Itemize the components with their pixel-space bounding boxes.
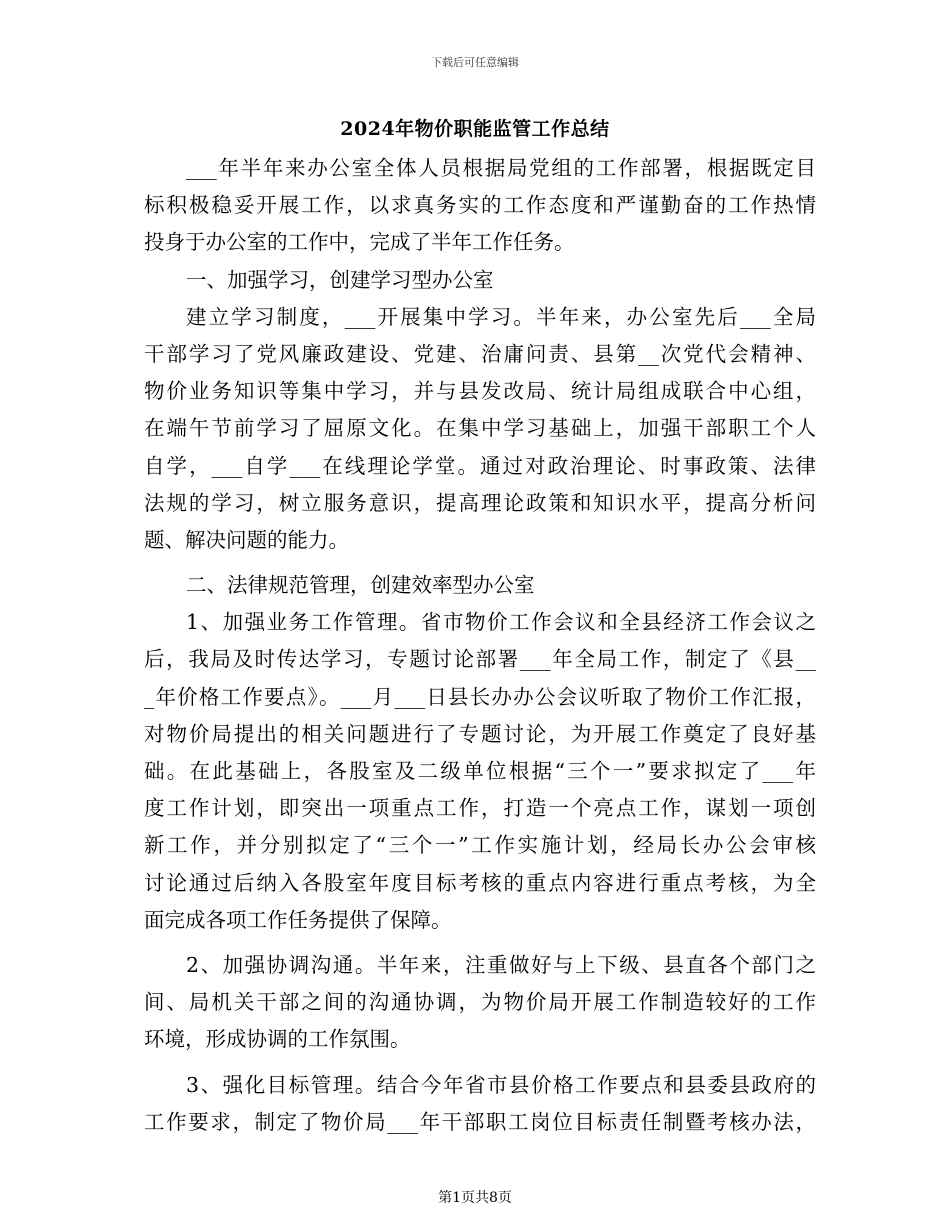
body-text-line: 间、局机关干部之间的沟通协调，为物价局开展工作制造较好的工作 [144, 990, 816, 1015]
body-text-line: 础。在此基础上，各股室及二级单位根据“三个一”要求拟定了___年 [144, 759, 816, 783]
body-text-line: 标积极稳妥开展工作，以求真务实的工作态度和严谨勤奋的工作热情 [144, 193, 816, 218]
body-text-line: 自学，___自学___在线理论学堂。通过对政治理论、时事政策、法律 [144, 453, 816, 478]
body-text-line: 2、加强协调沟通。半年来，注重做好与上下级、县直各个部门之 [186, 952, 816, 977]
body-text-line: 题、解决问题的能力。 [144, 527, 349, 552]
body-text-line: 干部学习了党风廉政建设、党建、治庸问责、县第__次党代会精神、 [144, 341, 816, 366]
body-text-line: 后，我局及时传达学习，专题讨论部署___年全局工作，制定了《县__ [144, 647, 816, 672]
body-text-line: 3、强化目标管理。结合今年省市县价格工作要点和县委县政府的 [186, 1072, 816, 1097]
body-text-line: 新工作，并分别拟定了“三个一”工作实施计划，经局长办公会审核 [144, 833, 816, 858]
body-text-line: 法规的学习，树立服务意识，提高理论政策和知识水平，提高分析问 [144, 490, 816, 515]
document-body [144, 150, 816, 1141]
body-text-line: 工作要求，制定了物价局___年干部职工岗位目标责任制暨考核办法， [144, 1109, 816, 1134]
document-title: 2024年物价职能监管工作总结 [340, 118, 610, 140]
body-text-line: 面完成各项工作任务提供了保障。 [144, 907, 452, 932]
body-text-line: 度工作计划，即突出一项重点工作，打造一个亮点工作，谋划一项创 [144, 796, 816, 821]
body-text-line: 一、加强学习，创建学习型办公室 [186, 267, 494, 292]
paragraph-gap [144, 1059, 816, 1067]
body-text-line: ___年半年来办公室全体人员根据局党组的工作部署，根据既定目 [186, 156, 816, 180]
body-text-line: 物价业务知识等集中学习，并与县发改局、统计局组成联合中心组， [144, 379, 816, 404]
body-text-line: 1、加强业务工作管理。省市物价工作会议和全县经济工作会议之 [186, 610, 816, 635]
body-text-line: 在端午节前学习了屈原文化。在集中学习基础上，加强干部职工个人 [144, 416, 816, 441]
paragraph-gap [144, 559, 816, 567]
body-text-line: 讨论通过后纳入各股室年度目标考核的重点内容进行重点考核，为全 [144, 870, 816, 895]
body-text-line: 二、法律规范管理，创建效率型办公室 [186, 573, 535, 598]
page-footer: 第1页共8页 [438, 1190, 512, 1206]
body-text-line: 投身于办公室的工作中，完成了半年工作任务。 [144, 230, 575, 255]
body-text-line: 对物价局提出的相关问题进行了专题讨论，为开展工作奠定了良好基 [144, 721, 816, 746]
page-header-note: 下载后可任意编辑 [431, 56, 519, 69]
paragraph-gap [144, 939, 816, 947]
body-text-line: 建立学习制度，___开展集中学习。半年来，办公室先后___全局 [186, 304, 816, 329]
body-text-line: _年价格工作要点》。___月___日县长办办公会议听取了物价工作汇报， [144, 684, 816, 709]
body-text-line: 环境，形成协调的工作氛围。 [144, 1027, 411, 1052]
